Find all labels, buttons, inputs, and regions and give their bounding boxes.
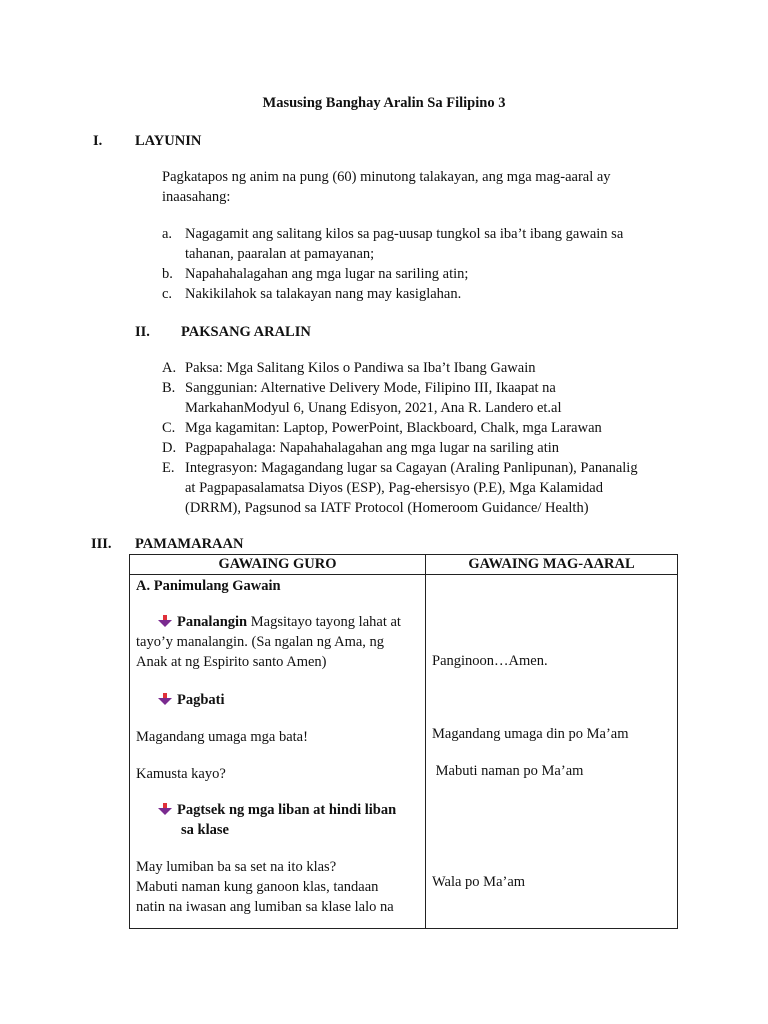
list-item bbox=[162, 458, 682, 518]
list-marker: a. bbox=[162, 226, 173, 242]
list-item-line: Integrasyon: Magagandang lugar sa Cagayan (Araling Panlipunan), Pananalig bbox=[185, 460, 638, 476]
section-heading-paksang-aralin: PAKSANG ARALIN bbox=[181, 324, 311, 340]
list-marker: A. bbox=[162, 360, 177, 376]
list-item-line: Pagpapahalaga: Napahahalagahan ang mga lugar na sariling atin bbox=[185, 440, 560, 456]
layunin-intro bbox=[162, 167, 682, 207]
list-item bbox=[162, 438, 682, 458]
list-item bbox=[162, 378, 682, 418]
teacher-greeting: Magandang umaga mga bata! bbox=[136, 729, 308, 745]
layunin-intro-line: inaasahang: bbox=[162, 189, 231, 205]
layunin-intro-line: Pagkatapos ng anim na pung (60) minutong talakayan, ang mga mag-aaral ay bbox=[162, 169, 611, 185]
list-item bbox=[162, 418, 682, 438]
question-line: Mabuti naman kung ganoon klas, tandaan bbox=[136, 879, 379, 895]
question-line: May lumiban ba sa set na ito klas? bbox=[136, 859, 337, 875]
table-row bbox=[130, 575, 678, 929]
student-absent-reply: Wala po Ma’am bbox=[432, 874, 526, 890]
pagbati-block bbox=[158, 690, 225, 710]
pagbati-label: Pagbati bbox=[177, 692, 225, 708]
panalangin-line: tayo’y manalangin. (Sa ngalan ng Ama, ng bbox=[136, 634, 385, 650]
teacher-question bbox=[136, 857, 426, 917]
list-marker: C. bbox=[162, 420, 176, 436]
question-line: natin na iwasan ang lumiban sa klase lalo na bbox=[136, 899, 394, 915]
column-header-gawaing-guro: GAWAING GURO bbox=[130, 555, 426, 575]
list-item bbox=[162, 264, 682, 284]
section-heading-pamamaraan: PAMAMARAAN bbox=[135, 536, 244, 552]
panalangin-text: Magsitayo tayong lahat at bbox=[247, 614, 401, 630]
student-kamusta-reply: Mabuti naman po Ma’am bbox=[432, 763, 584, 779]
list-marker: D. bbox=[162, 440, 177, 456]
list-marker: c. bbox=[162, 286, 173, 302]
arrow-bullet-icon bbox=[158, 693, 172, 705]
subheading-panimulang-gawain: A. Panimulang Gawain bbox=[136, 578, 281, 594]
list-marker: b. bbox=[162, 266, 173, 282]
student-greeting-reply: Magandang umaga din po Ma’am bbox=[432, 726, 629, 742]
list-item-line: Nagagamit ang salitang kilos sa pag-uusap tungkol sa iba’t ibang gawain sa bbox=[185, 226, 624, 242]
paksang-aralin-list bbox=[162, 358, 682, 518]
section-numeral-paksang-aralin: II. bbox=[135, 324, 150, 340]
panalangin-line: Anak at ng Espirito santo Amen) bbox=[136, 654, 327, 670]
section-heading-layunin: LAYUNIN bbox=[135, 133, 202, 149]
list-item-line: Nakikilahok sa talakayan nang may kasiglahan. bbox=[185, 286, 462, 302]
layunin-list bbox=[162, 224, 682, 304]
list-item-line: at Pagpapasalamatsa Diyos (ESP), Pag-ehersisyo (P.E), Mga Kalamidad bbox=[185, 480, 603, 496]
column-header-gawaing-mag-aaral: GAWAING MAG-AARAL bbox=[426, 555, 678, 575]
arrow-bullet-icon bbox=[158, 615, 172, 627]
panalangin-label: Panalangin bbox=[177, 614, 248, 630]
list-item bbox=[162, 284, 682, 304]
list-marker: B. bbox=[162, 380, 176, 396]
list-item-line: Paksa: Mga Salitang Kilos o Pandiwa sa Iba’t Ibang Gawain bbox=[185, 360, 536, 376]
cell-gawaing-mag-aaral bbox=[426, 575, 678, 929]
pagtsek-label: Pagtsek ng mga liban at hindi liban bbox=[177, 802, 397, 818]
section-numeral-layunin: I. bbox=[93, 133, 103, 149]
list-item-line: Mga kagamitan: Laptop, PowerPoint, Blackboard, Chalk, mga Larawan bbox=[185, 420, 602, 436]
arrow-bullet-icon bbox=[158, 803, 172, 815]
cell-gawaing-guro bbox=[130, 575, 426, 929]
lesson-procedure-table bbox=[129, 554, 678, 929]
page-title: Masusing Banghay Aralin Sa Filipino 3 bbox=[262, 95, 506, 111]
list-item bbox=[162, 358, 682, 378]
list-item bbox=[162, 224, 682, 264]
teacher-kamusta: Kamusta kayo? bbox=[136, 766, 226, 782]
list-item-line: tahanan, paaralan at pamayanan; bbox=[185, 246, 375, 262]
panalangin-continuation bbox=[136, 632, 426, 672]
pagtsek-block bbox=[158, 800, 418, 820]
student-amen: Panginoon…Amen. bbox=[432, 653, 548, 669]
table-header-row bbox=[130, 555, 678, 575]
list-item-line: Sanggunian: Alternative Delivery Mode, Filipino III, Ikaapat na bbox=[185, 380, 556, 396]
pagtsek-label-line-2: sa klase bbox=[181, 822, 229, 838]
list-item-line: MarkahanModyul 6, Unang Edisyon, 2021, Ana R. Landero et.al bbox=[185, 400, 562, 416]
list-marker: E. bbox=[162, 460, 175, 476]
panalangin-block bbox=[158, 612, 428, 632]
list-item-line: Napahahalagahan ang mga lugar na sariling atin; bbox=[185, 266, 469, 282]
section-numeral-pamamaraan: III. bbox=[91, 536, 112, 552]
list-item-line: (DRRM), Pagsunod sa IATF Protocol (Homeroom Guidance/ Health) bbox=[185, 500, 589, 516]
